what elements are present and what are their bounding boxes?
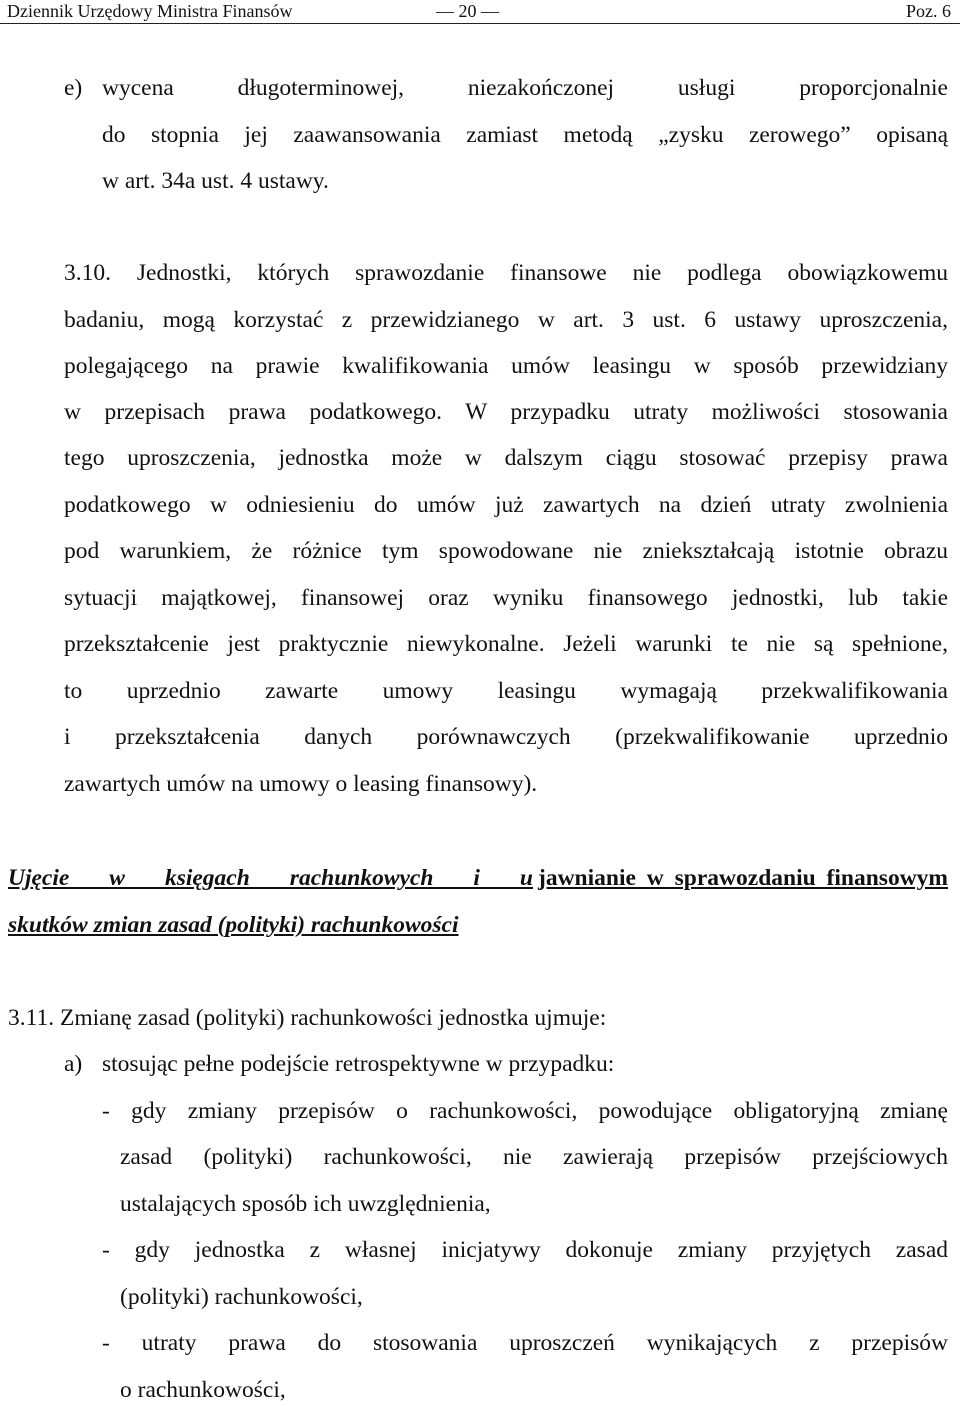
para-310-line2: badaniu, mogą korzystać z przewidzianego w art. 3 ust. 6 ustawy uproszczenia, xyxy=(64,307,948,333)
header-rule xyxy=(0,23,960,24)
item-a-text: stosując pełne podejście retrospektywne w przypadku: xyxy=(102,1051,615,1077)
item-e-line3: w art. 34a ust. 4 ustawy. xyxy=(102,168,329,194)
para-311-line1: 3.11. Zmianę zasad (polityki) rachunkowości jednostka ujmuje: xyxy=(8,1005,607,1031)
para-310-line7: pod warunkiem, że różnice tym spowodowane nie zniekształcają istotnie obrazu xyxy=(64,538,948,564)
bullet3-line1: - utraty prawa do stosowania uproszczeń wynikających z przepisów xyxy=(102,1330,948,1356)
heading-part2: jawnianie w sprawozdaniu finansowym xyxy=(538,865,948,891)
item-e-line1: wycena długoterminowej, niezakończonej usługi proporcjonalnie xyxy=(102,75,948,101)
para-310-line4: w przepisach prawa podatkowego. W przypadku utraty możliwości stosowania xyxy=(64,399,948,425)
bullet2-line2: (polityki) rachunkowości, xyxy=(120,1284,363,1310)
bullet1-line1: - gdy zmiany przepisów o rachunkowości, powodujące obligatoryjną zmianę xyxy=(102,1098,948,1124)
para-310-line1: 3.10. Jednostki, których sprawozdanie finansowe nie podlega obowiązkowemu xyxy=(64,260,948,286)
bullet1-line3: ustalających sposób ich uwzględnienia, xyxy=(120,1191,491,1217)
section-heading-line1 xyxy=(8,864,948,892)
section-heading-line2: skutków zmian zasad (polityki) rachunkowości xyxy=(8,912,459,938)
journal-title: Dziennik Urzędowy Ministra Finansów xyxy=(7,1,293,21)
para-310-line5: tego uproszczenia, jednostka może w dalszym ciągu stosować przepisy prawa xyxy=(64,445,948,471)
page-number: — 20 — xyxy=(436,1,499,21)
para-310-line3: polegającego na prawie kwalifikowania umów leasingu w sposób przewidziany xyxy=(64,353,948,379)
bullet2-line1: - gdy jednostka z własnej inicjatywy dokonuje zmiany przyjętych zasad xyxy=(102,1237,948,1263)
bullet1-line2: zasad (polityki) rachunkowości, nie zawierają przepisów przejściowych xyxy=(120,1144,948,1170)
bullet3-line2: o rachunkowości, xyxy=(120,1377,286,1403)
heading-part1: Ujęcie w księgach rachunkowych i u xyxy=(8,865,533,891)
para-310-line12: zawartych umów na umowy o leasing finansowy). xyxy=(64,771,538,797)
page-header xyxy=(0,0,960,22)
para-310-line10: to uprzednio zawarte umowy leasingu wymagają przekwalifikowania xyxy=(64,678,948,704)
para-310-line6: podatkowego w odniesieniu do umów już zawartych na dzień utraty zwolnienia xyxy=(64,492,948,518)
para-310-line9: przekształcenie jest praktycznie niewykonalne. Jeżeli warunki te nie są spełnione, xyxy=(64,631,948,657)
para-310-line8: sytuacji majątkowej, finansowej oraz wyniku finansowego jednostki, lub takie xyxy=(64,585,948,611)
item-e-label: e) xyxy=(64,75,83,101)
heading-italic-part xyxy=(8,864,533,892)
item-a-label: a) xyxy=(64,1051,83,1077)
position-number: Poz. 6 xyxy=(906,1,951,21)
para-310-line11: i przekształcenia danych porównawczych (przekwalifikowanie uprzednio xyxy=(64,724,948,750)
item-e-line2: do stopnia jej zaawansowania zamiast metodą „zysku zerowego” opisaną xyxy=(102,122,948,148)
